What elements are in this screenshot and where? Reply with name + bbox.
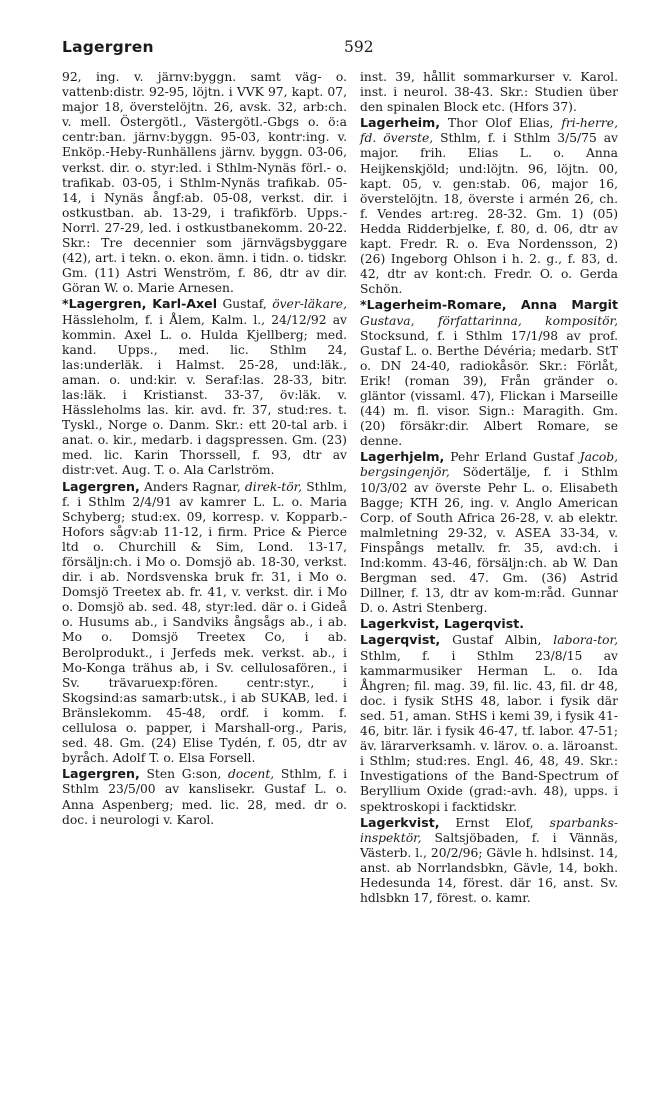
entry-title: fri-herre, fd. överste, bbox=[360, 116, 618, 146]
entry-text: Södertälje, f. i Sthlm 10/3/02 av överste Pehr L. o. Elisabeth Bagge; KTH 26, ing. v. Anglo American Corp. of South Africa 26-28, v. ab elektr. malmletning 29-32, v. ASEA 33-34, v. Finspångs metallv. fr. 35, avd:ch. i Ind:komm. 43-46, försäljn:ch. ab W. Dan Bergman sed. 47. Gm. (36) Astrid Dillner, f. 13, dtr av kom-m:råd. Gunnar D. o. Astri Stenberg. bbox=[360, 465, 618, 616]
entry-continuation bbox=[62, 70, 347, 296]
entry-given-names: Ernst Elof, bbox=[439, 815, 534, 830]
entry-name: Lagerhjelm, bbox=[360, 449, 445, 465]
entry-given-names: Sten G:son, bbox=[139, 767, 222, 782]
entry-text: 92, ing. v. järnv:byggn. samt väg- o. vattenb:distr. 92-95, löjtn. i VVK 97, kapt. 07, major 18, överstelöjtn. 26, avsk. 32, arb:ch. v. mell. Östergötl., Västergötl.-Gbgs o. ö:a centr:ban. järnv:byggn. 95-03, kontr:ing. v. Enköp.-Heby-Runhällens järnv. byggn. 03-06, verkst. dir. o. styr:led. i Sthlm-Nynäs förl.- o. trafikab. 03-05, i Sthlm-Nynäs trafikab. 05-14, i Nynäs ångf:ab. 05-08, verkst. dir. i ostkustban. ab. 13-29, i trafikförb. Upps.-Norrl. 27-29, led. i ostkustbanekomm. 20-22. Skr.: Tre decennier som järnvägsbyggare (42), art. i tekn. o. ekon. ämn. i tidn. o. tidskr. Gm. (11) Astri Wenström, f. 86, dtr av dir. Göran W. o. Marie Arnesen. bbox=[62, 70, 347, 296]
entry-name: Lagergren, bbox=[62, 766, 140, 782]
entry-lagerqvist-gustaf bbox=[360, 632, 618, 814]
entry-name: Lagergren, bbox=[62, 478, 140, 494]
entry-title: docent, bbox=[221, 767, 275, 782]
right-column bbox=[360, 70, 618, 906]
entry-lagerkvist-crossref bbox=[360, 616, 618, 632]
entry-continuation bbox=[360, 70, 618, 115]
entry-given-names: Anna Margit bbox=[506, 297, 618, 313]
entry-text: Hässleholm, f. i Ålem, Kalm. l., 24/12/92 av kommin. Axel L. o. Hulda Kjellberg; med. kand. Upps., med. lic. Sthlm 24, las:underläk. i Halmst. 25-28, und:läk., aman. o. und:kir. v. Seraf:las. 28-33, bitr. las:läk. i Kristianst. 33-37, öv:läk. v. Hässleholms las. kir. avd. fr. 37, stud:res. t. Tyskl., Norge o. Danm. Skr.: ett 20-tal arb. i anat. o. kir., medarb. i dagspressen. Gm. (23) med. lic. Karin Thorssell, f. 93, dtr av distr:vet. Aug. T. o. Ala Carlström. bbox=[62, 312, 347, 478]
entry-lagergren-anders-ragnar bbox=[62, 479, 347, 767]
entry-text: Stocksund, f. i Sthlm 17/1/98 av prof. Gustaf L. o. Berthe Dévéria; medarb. StT o. DN 24-40, radiokåsör. Skr.: Förlåt, Erik! (roman 39), Från gränder o. gläntor (vissaml. 47), Flickan i Marseille (44) m. fl. visor. Sign.: Maragith. Gm. (20) försäkr:dir. Albert Romare, se denne. bbox=[360, 328, 618, 449]
entry-name: Lagerkvist, bbox=[360, 814, 440, 830]
entry-name: *Lagergren, Karl-Axel bbox=[62, 296, 218, 312]
entry-given-names: Anders Ragnar, bbox=[139, 479, 241, 494]
entry-title: direk-tör, bbox=[240, 479, 303, 494]
entry-given-names: Gustaf Albin, bbox=[440, 633, 542, 648]
page-header bbox=[62, 38, 617, 64]
entry-lagerheim-thor bbox=[360, 115, 618, 297]
entry-text: Sthlm, f. i Sthlm 3/5/75 av major. frih. Elias L. o. Anna Heijkenskjöld; und:löjtn. 96, löjtn. 00, kapt. 05, v. gen:stab. 06, major 16, överstelöjtn. 18, överste i armén 26, ch. f. Vendes art:reg. 28-32. Gm. 1) (05) Hedda Ridderbjelke, f. 80, d. 06, dtr av kapt. Fredr. R. o. Eva Nordensson, 2) (26) Ingeborg Ohlson i h. 2. g., f. 83, d. 42, dtr av kont:ch. Fredr. O. o. Gerda Schön. bbox=[360, 131, 618, 297]
entry-lagergren-karl-axel bbox=[62, 296, 347, 478]
entry-given-names: Gustaf, bbox=[217, 297, 267, 312]
entry-lagerkvist-ernst bbox=[360, 815, 618, 907]
page-number: 592 bbox=[344, 38, 374, 56]
running-head: Lagergren bbox=[62, 38, 154, 56]
entry-lagerhjelm-pehr bbox=[360, 449, 618, 616]
entry-text: Sthlm, f. i Sthlm 2/4/91 av kamrer L. L. o. Maria Schyberg; stud:ex. 09, korresp. v. Kopparb.-Hofors sågv:ab 11-12, i firm. Price & Pierce ltd o. Churchill & Sim, Lond. 13-17, försäljn:ch. i Mo o. Domsjö ab. 18-30, verkst. dir. i ab. Nordsvenska bruk fr. 31, i Mo o. Domsjö Treetex ab. fr. 41, v. verkst. dir. i Mo o. Domsjö ab. sed. 48, styr:led. där o. i Gideå o. Husums ab., i Sandviks ångsågs ab., i ab. Mo o. Domsjö Treetex Co, i ab. Berolprodukt., i Jerfeds mek. verkst. ab., i Mo-Konga trähus ab, i Sv. cellulosafören., i Sv. trävaruexp:fören. centr:styr., i Skogsind:as samarb:utsk., i ab SUKAB, led. i Bränslekomm. 45-48, ordf. i komm. f. cellulosa o. papper, i Marshall-org., Paris, sed. 48. Gm. (24) Elise Tydén, f. 05, dtr av byråch. Adolf T. o. Elsa Forsell. bbox=[62, 479, 348, 766]
entry-text: Sthlm, f. i Sthlm 23/5/00 av kanslisekr. Gustaf L. o. Anna Aspenberg; med. lic. 28, med. dr o. doc. i neurologi v. Karol. bbox=[62, 767, 348, 827]
entry-text: Saltsjöbaden, f. i Vännäs, Västerb. l., 20/2/96; Gävle h. hdlsinst. 14, anst. ab Norrlandsbkn, Gävle, 14, bokh. Hedesunda 14, förest. där 16, anst. Sv. hdlsbkn 17, förest. o. kamr. bbox=[360, 830, 618, 906]
entry-lagergren-sten bbox=[62, 766, 347, 827]
entry-title: labora-tor, bbox=[541, 633, 618, 648]
entry-title: över-läkare, bbox=[266, 297, 347, 312]
entry-title: sparbanks-inspektör, bbox=[360, 815, 619, 845]
entry-title: Jacob, bergsingenjör, bbox=[360, 450, 618, 480]
entry-name: Lagerkvist, Lagerqvist. bbox=[360, 616, 525, 632]
entry-lagerheim-romare bbox=[360, 297, 618, 449]
entry-given-names: Thor Olof Elias, bbox=[440, 116, 554, 131]
entry-given-names: Pehr Erland Gustaf bbox=[444, 450, 574, 465]
entry-title: Gustava, författarinna, kompositör, bbox=[360, 313, 618, 328]
entry-name: *Lagerheim-Romare, bbox=[360, 297, 507, 313]
entry-name: Lagerheim, bbox=[360, 115, 441, 131]
entry-name: Lagerqvist, bbox=[360, 632, 441, 648]
entry-text: Sthlm, f. i Sthlm 23/8/15 av kammarmusiker Herman L. o. Ida Åhgren; fil. mag. 39, fil. lic. 43, fil. dr 48, doc. i fysik StHS 48, labor. i fysik där sed. 51, aman. StHS i kemi 39, i fysik 41-46, bitr. lär. i fysik 46-47, tf. labor. 47-51; äv. lärarverksamh. v. lärov. o. a. läroanst. i Sthlm; stud:res. Engl. 46, 48, 49. Skr.: Investigations of the Band-Spectrum of Beryllium Oxide (grad:-avh. 48), upps. i spektroskopi i facktidskr. bbox=[360, 648, 618, 814]
left-column bbox=[62, 70, 347, 828]
entry-text: inst. 39, hållit sommarkurser v. Karol. inst. i neurol. 38-43. Skr.: Studien über den spinalen Block etc. (Hfors 37). bbox=[360, 70, 618, 115]
